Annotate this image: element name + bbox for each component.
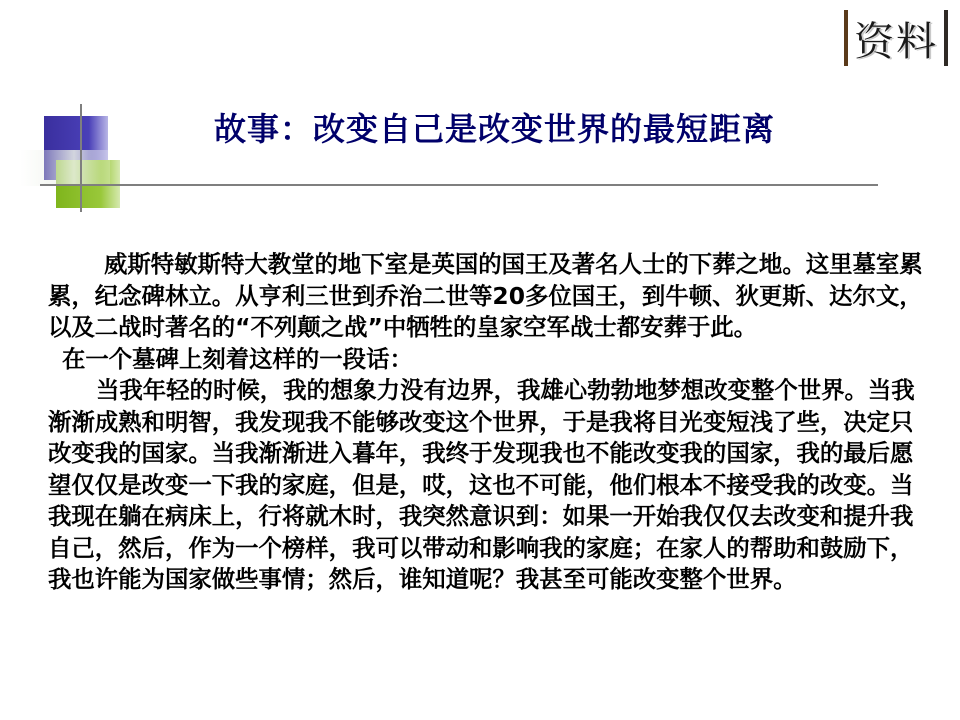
story-body [48, 249, 928, 596]
title-underline-rule [40, 184, 878, 186]
corner-label: 资料 [844, 10, 948, 66]
slide-title: 故事：改变自己是改变世界的最短距离 [214, 110, 776, 148]
decorative-fade-band [20, 150, 110, 186]
paragraph-epitaph: 当我年轻的时候，我的想象力没有边界，我雄心勃勃地梦想改变整个世界。当我渐渐成熟和明智，我发现我不能够改变这个世界，于是我将目光变短浅了些，决定只改变我的国家。当我渐渐进入暮年，我终于发现我也不能改变我的国家，我的最后愿望仅仅是改变一下我的家庭，但是，哎，这也不可能，他们根本不接受我的改变。当我现在躺在病床上，行将就木时，我突然意识到：如果一开始我仅仅去改变和提升我自己，然后，作为一个榜样，我可以带动和影响我的家庭；在家人的帮助和鼓励下，我也许能为国家做些事情；然后，谁知道呢？我甚至可能改变整个世界。 [48, 376, 915, 593]
paragraph-intro: 威斯特敏斯特大教堂的地下室是英国的国王及著名人士的下葬之地。这里墓室累累，纪念碑林立。从亨利三世到乔治二世等20多位国王，到牛顿、狄更斯、达尔文，以及二战时著名的“不列颠之战”中牺牲的皇家空军战士都安葬于此。 [48, 250, 923, 341]
paragraph-epitaph-lead: 在一个墓碑上刻着这样的一段话： [62, 344, 413, 373]
decorative-vertical-rule [80, 104, 82, 212]
